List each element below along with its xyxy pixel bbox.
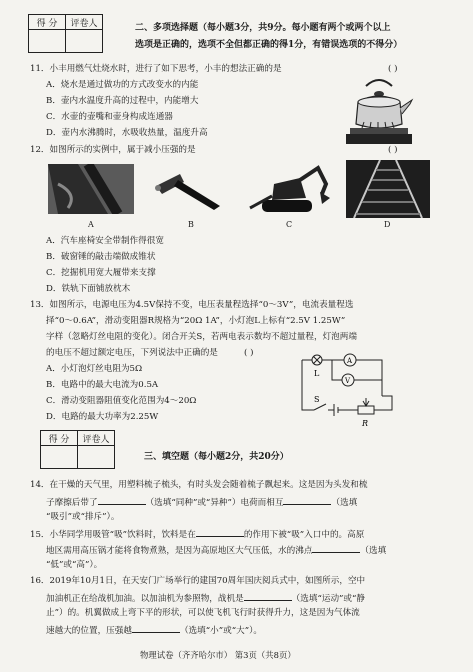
score-cell[interactable] bbox=[29, 30, 66, 53]
q15-line3: “低”或“高”）。 bbox=[46, 560, 103, 570]
q12-option-d: D．铁轨下面铺放枕木 bbox=[46, 284, 131, 294]
grader-header-2: 评卷人 bbox=[78, 431, 115, 446]
grader-header: 评卷人 bbox=[66, 15, 103, 30]
q14-line3: “吸引”或“排斥”）。 bbox=[46, 512, 120, 522]
q11-stem: 11．小丰用燃气灶烧水时，进行了如下思考，小丰的想法正确的是 bbox=[30, 64, 282, 74]
q11-option-b: B．壶内水温度升高的过程中，内能增大 bbox=[46, 96, 199, 106]
q11-answer-paren[interactable]: ( ) bbox=[388, 64, 398, 74]
grader-cell-2[interactable] bbox=[78, 446, 115, 469]
q11-option-c: C．水壶的壶嘴和壶身构成连通器 bbox=[46, 112, 173, 122]
safety-hammer-image bbox=[150, 168, 230, 212]
q13-line1: 13．如图所示，电源电压为4.5V保持不变，电压表量程选择“0～3V”，电流表量程选 bbox=[30, 300, 354, 310]
q12-answer-paren[interactable]: ( ) bbox=[388, 145, 398, 155]
q14-blank-2[interactable] bbox=[283, 496, 331, 505]
q12-image-label-d: D bbox=[384, 220, 391, 229]
lamp-label: L bbox=[314, 369, 320, 378]
q12-image-label-a: A bbox=[88, 220, 94, 229]
q14-line2: 子摩擦后带了 （选填“同种”或“异种”）电荷而相互 （选填 bbox=[46, 498, 358, 508]
section2-title-cont: 选项是正确的，选项不全但都正确的得1分，有错误选项的不得分） bbox=[135, 40, 403, 50]
q16-line2: 加油机正在给战机加油。以加油机为参照物，战机是 （选填“运动”或“静 bbox=[46, 594, 366, 604]
seatbelt-image bbox=[48, 164, 134, 214]
score-cell-2[interactable] bbox=[41, 446, 78, 469]
q12-option-a: A．汽车座椅安全带制作得很宽 bbox=[46, 236, 164, 246]
q13-line2: 择“0～0.6A”，滑动变阻器R规格为“20Ω 1A”，小灯泡L上标有“2.5V 1.25W” bbox=[46, 316, 346, 326]
q15-line1: 15．小华同学用吸管“吸”饮料时，饮料是在 的作用下被“吸”入口中的。高原 bbox=[30, 530, 365, 540]
q13-line4: 的电压不超过额定电压，下列说法中正确的是 bbox=[46, 348, 218, 358]
q13-line3: 字样（忽略灯丝电阻的变化）。闭合开关S，若两电表示数均不超过量程，灯泡两端 bbox=[46, 332, 357, 342]
score-header: 得 分 bbox=[29, 15, 66, 30]
q12-option-c: C．挖掘机用宽大履带来支撑 bbox=[46, 268, 156, 278]
section2-title: 二、多项选择题（每小题3分，共9分。每小题有两个或两个以上 bbox=[135, 23, 391, 33]
q13-option-c: C．滑动变阻器阻值变化范围为4～20Ω bbox=[46, 396, 197, 406]
score-header-2: 得 分 bbox=[41, 431, 78, 446]
score-box-1 bbox=[28, 14, 103, 53]
q14-line1: 14．在干燥的天气里，用塑料梳子梳头，有时头发会随着梳子飘起来。这是因为头发和梳 bbox=[30, 480, 368, 490]
q11-option-d: D．壶内水沸腾时，水吸收热量，温度升高 bbox=[46, 128, 208, 138]
q11-option-a: A．烧水是通过做功的方式改变水的内能 bbox=[46, 80, 199, 90]
q16-line3: 止”）的。机翼做成上弯下平的形状，可以使飞机飞行时获得升力，这是因为气体流 bbox=[46, 608, 360, 618]
q15-blank-2[interactable] bbox=[312, 544, 360, 553]
excavator-image bbox=[244, 164, 330, 218]
q13-option-a: A．小灯泡灯丝电阻为5Ω bbox=[46, 364, 143, 374]
q14-blank-1[interactable] bbox=[98, 496, 146, 505]
q16-line4: 速越大的位置，压强越 （选填“小”或“大”）。 bbox=[46, 626, 262, 636]
score-box-2 bbox=[40, 430, 115, 469]
q16-line1: 16．2019年10月1日，在天安门广场举行的建国70周年国庆阅兵式中，如图所示，空中 bbox=[30, 576, 366, 586]
q16-blank-1[interactable] bbox=[244, 592, 292, 601]
q13-option-b: B．电路中的最大电流为0.5A bbox=[46, 380, 159, 390]
q13-answer-paren[interactable]: ( ) bbox=[244, 348, 254, 358]
q12-image-label-c: C bbox=[286, 220, 293, 229]
grader-cell[interactable] bbox=[66, 30, 103, 53]
q12-option-b: B．破窗锤的敲击端做成锥状 bbox=[46, 252, 156, 262]
switch-label: S bbox=[314, 395, 320, 404]
q15-line2: 地区需用高压锅才能将食物煮熟，是因为高原地区大气压低，水的沸点 （选填 bbox=[46, 546, 387, 556]
page-footer: 物理试卷（齐齐哈尔市） 第3页（共8页） bbox=[140, 650, 296, 660]
rheostat-label: R bbox=[362, 419, 369, 428]
railway-track-image bbox=[346, 160, 430, 218]
q12-image-label-b: B bbox=[188, 220, 194, 229]
section3-title: 三、填空题（每小题2分，共20分） bbox=[144, 452, 289, 462]
q13-option-d: D．电路的最大功率为2.25W bbox=[46, 412, 159, 422]
q12-stem: 12．如图所示的实例中，属于减小压强的是 bbox=[30, 145, 196, 155]
ammeter-label: A bbox=[347, 357, 353, 365]
q16-blank-2[interactable] bbox=[132, 624, 180, 633]
q15-blank-1[interactable] bbox=[196, 528, 244, 537]
kettle-on-stove-image bbox=[344, 72, 414, 148]
circuit-diagram bbox=[292, 350, 412, 430]
voltmeter-label: V bbox=[345, 377, 351, 385]
